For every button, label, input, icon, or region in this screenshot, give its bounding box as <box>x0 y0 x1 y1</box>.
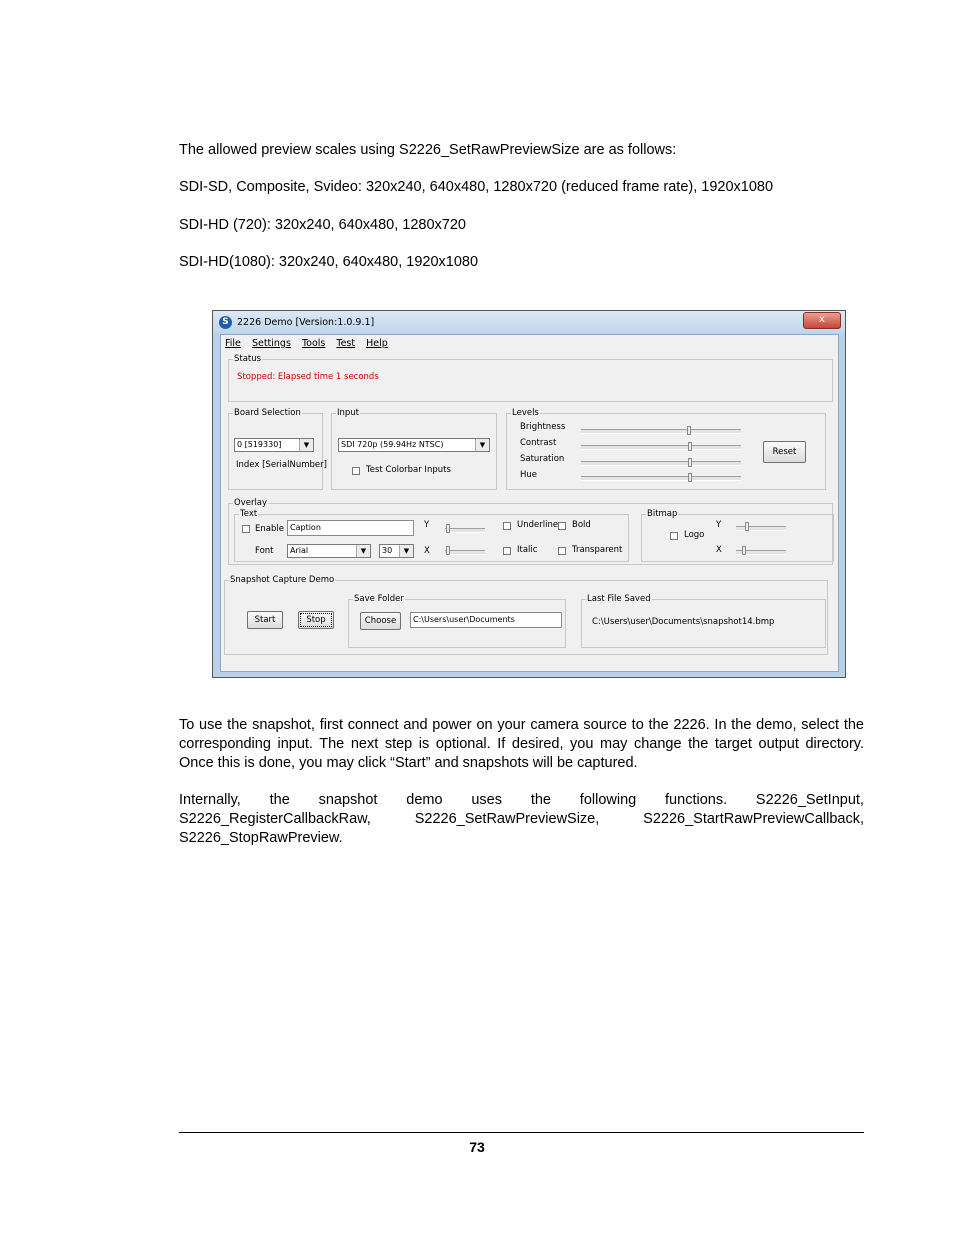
last-file-legend: Last File Saved <box>587 594 651 604</box>
menu-bar <box>225 338 396 349</box>
levels-legend: Levels <box>512 408 539 418</box>
functions-word: demo <box>406 792 443 808</box>
window-titlebar <box>213 311 845 333</box>
board-selection-group <box>228 408 327 490</box>
menu-settings[interactable]: Settings <box>251 338 291 349</box>
font-size-select[interactable] <box>379 544 414 558</box>
chevron-down-icon[interactable]: ▼ <box>399 545 413 557</box>
menu-help[interactable]: Help <box>366 338 388 349</box>
scale-line-sd: SDI-SD, Composite, Svideo: 320x240, 640x480, 1280x720 (reduced frame rate), 1920x1080 <box>179 179 774 195</box>
last-file-group <box>581 594 826 648</box>
brightness-label: Brightness <box>520 422 566 432</box>
scale-line-hd1080: SDI-HD(1080): 320x240, 640x480, 1920x1080 <box>179 254 479 270</box>
text-x-slider-thumb[interactable] <box>446 546 450 555</box>
bold-label: Bold <box>572 520 591 530</box>
text-x-label: X <box>424 546 430 556</box>
hue-label: Hue <box>520 470 538 480</box>
input-group <box>331 408 497 490</box>
functions-word: snapshot <box>318 792 378 808</box>
bitmap-y-slider-thumb[interactable] <box>745 522 749 531</box>
overlay-group <box>228 498 833 565</box>
text-y-label: Y <box>424 520 430 530</box>
snapshot-legend: Snapshot Capture Demo <box>230 575 335 585</box>
status-message: Stopped: Elapsed time 1 seconds <box>237 372 379 382</box>
window-title: 2226 Demo [Version:1.0.9.1] <box>237 317 375 328</box>
slider-thumb[interactable] <box>687 426 691 435</box>
snapshot-group <box>224 575 828 655</box>
menu-tools[interactable]: Tools <box>301 338 326 349</box>
contrast-slider[interactable] <box>581 442 741 452</box>
intro-text: The allowed preview scales using S2226_SetRawPreviewSize are as follows: <box>179 142 677 158</box>
test-colorbar-label: Test Colorbar Inputs <box>366 465 451 475</box>
board-index-label: Index [SerialNumber] <box>236 460 327 470</box>
usage-paragraph: To use the snapshot, first connect and power on your camera source to the 2226. In the demo, select the corresponding input. The next step is optional. If desired, you may change the target output directory. Once this is done, you may click “Start” and snapshots will be captured. <box>179 717 864 771</box>
font-label: Font <box>255 546 274 556</box>
board-select[interactable] <box>234 438 314 452</box>
functions-word: following <box>579 792 637 808</box>
italic-checkbox[interactable] <box>503 547 511 555</box>
transparent-label: Transparent <box>572 545 623 555</box>
functions-word: S2226_SetInput, <box>755 792 864 808</box>
demo-window-screenshot <box>212 310 846 678</box>
bitmap-group <box>641 509 834 562</box>
chevron-down-icon[interactable]: ▼ <box>475 439 489 451</box>
save-folder-group <box>348 594 566 648</box>
text-y-slider[interactable] <box>445 528 485 533</box>
enable-checkbox[interactable] <box>242 525 250 533</box>
slider-track[interactable] <box>581 461 741 466</box>
slider-track[interactable] <box>581 445 741 450</box>
save-folder-input[interactable]: C:\Users\user\Documents <box>410 612 562 628</box>
functions-word: Internally, <box>179 792 241 808</box>
bold-checkbox[interactable] <box>558 522 566 530</box>
text-x-slider[interactable] <box>445 550 485 555</box>
input-legend: Input <box>337 408 360 418</box>
functions-word: S2226_StartRawPreviewCallback, <box>643 811 864 827</box>
brightness-slider[interactable] <box>581 426 741 436</box>
functions-word: functions. <box>665 792 728 808</box>
transparent-checkbox[interactable] <box>558 547 566 555</box>
functions-word: uses <box>471 792 502 808</box>
underline-checkbox[interactable] <box>503 522 511 530</box>
slider-thumb[interactable] <box>688 458 692 467</box>
functions-word: the <box>530 792 551 808</box>
functions-line-3: S2226_StopRawPreview. <box>179 830 343 846</box>
status-legend: Status <box>234 354 262 364</box>
functions-paragraph <box>179 791 864 848</box>
menu-test[interactable]: Test <box>336 338 356 349</box>
functions-word: S2226_SetRawPreviewSize, <box>414 811 600 827</box>
slider-track[interactable] <box>581 476 741 481</box>
input-select-value: SDI 720p (59.94Hz NTSC) <box>341 440 444 449</box>
choose-button[interactable]: Choose <box>360 612 401 630</box>
font-size-value: 30 <box>382 546 393 555</box>
logo-checkbox[interactable] <box>670 532 678 540</box>
functions-word: the <box>269 792 290 808</box>
saturation-label: Saturation <box>520 454 565 464</box>
underline-label: Underline <box>517 520 559 530</box>
functions-line-2 <box>179 810 864 829</box>
menu-file[interactable]: File <box>225 338 241 349</box>
slider-thumb[interactable] <box>688 473 692 482</box>
page-number: 73 <box>469 1139 485 1155</box>
bitmap-x-label: X <box>716 545 722 555</box>
bitmap-legend: Bitmap <box>647 509 678 519</box>
scale-line-hd720: SDI-HD (720): 320x240, 640x480, 1280x720 <box>179 217 466 233</box>
board-select-value: 0 [519330] <box>237 440 282 449</box>
slider-track[interactable] <box>581 429 741 434</box>
save-folder-legend: Save Folder <box>354 594 404 604</box>
overlay-legend: Overlay <box>234 498 268 508</box>
reset-button[interactable]: Reset <box>763 441 806 463</box>
status-group <box>228 354 833 402</box>
close-button[interactable]: x <box>803 312 841 329</box>
levels-group <box>506 408 826 490</box>
text-y-slider-thumb[interactable] <box>446 524 450 533</box>
bitmap-y-label: Y <box>716 520 722 530</box>
logo-label: Logo <box>684 530 705 540</box>
test-colorbar-checkbox[interactable] <box>352 467 360 475</box>
hue-slider[interactable] <box>581 473 741 483</box>
last-file-path: C:\Users\user\Documents\snapshot14.bmp <box>592 617 775 627</box>
italic-label: Italic <box>517 545 538 555</box>
contrast-label: Contrast <box>520 438 557 448</box>
functions-word: S2226_RegisterCallbackRaw, <box>179 811 371 827</box>
start-button[interactable]: Start <box>247 611 283 629</box>
bitmap-y-slider[interactable] <box>736 526 786 531</box>
enable-label: Enable <box>255 524 284 534</box>
chevron-down-icon[interactable]: ▼ <box>356 545 370 557</box>
font-select[interactable] <box>287 544 371 558</box>
slider-thumb[interactable] <box>688 442 692 451</box>
font-select-value: Arial <box>290 546 309 555</box>
footer-rule <box>179 1132 864 1133</box>
app-icon: S <box>219 316 232 329</box>
window-client-area <box>220 334 839 672</box>
chevron-down-icon[interactable]: ▼ <box>299 439 313 451</box>
overlay-text-group <box>234 509 629 562</box>
functions-line-1 <box>179 791 864 810</box>
saturation-slider[interactable] <box>581 458 741 468</box>
input-select[interactable] <box>338 438 490 452</box>
bitmap-x-slider-thumb[interactable] <box>742 546 746 555</box>
stop-button[interactable]: Stop <box>298 611 334 629</box>
board-selection-legend: Board Selection <box>234 408 301 418</box>
caption-input[interactable]: Caption <box>287 520 414 536</box>
overlay-text-legend: Text <box>240 509 258 519</box>
